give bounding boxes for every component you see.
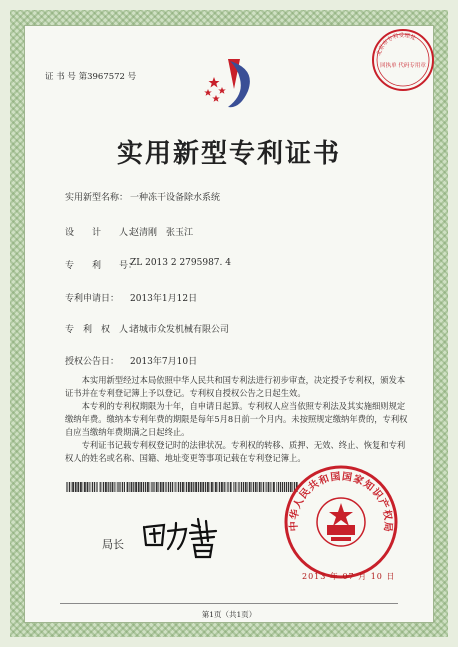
patent-office-logo-icon [200,55,260,115]
receipt-seal-icon [370,27,436,93]
page-footer: 第1页（共1页） [201,610,257,619]
field-value-designer: 赵清刚 张玉江 [130,228,194,238]
svg-text:中华人民共和国国家知识产权局 [287,469,395,533]
top-seal-subtext: 回执单 代码专用章 [380,63,426,69]
field-value-grant-date: 2013年7月10日 [130,357,198,367]
legal-paragraph: 本专利的专利权期限为十年，自申请日起算。专利权人应当依照专利法及其实施细则规定缴纳年费。缴纳本专利年费的期限是每年5月8日前一个月内。未按照规定缴纳年费的，专利权自应当缴纳年费期满之日起终止。 [65,401,408,437]
field-label-patent-number: 专 利 号： [65,261,138,271]
field-label-designer: 设 计 人： [65,228,138,238]
legal-paragraph: 本实用新型经过本局依照中华人民共和国专利法进行初步审查，决定授予专利权，颁发本证书并在专利登记簿上予以登记。专利权自授权公告之日起生效。 [65,375,406,398]
field-value-patent-number: ZL 2013 2 2795987. 4 [130,258,231,268]
director-signature-icon [140,515,220,560]
seal-text: 中华人民共和国国家知识产权局 [288,471,394,534]
field-value-name: 一种冻干设备除水系统 [130,193,221,203]
field-value-patentee: 诸城市众发机械有限公司 [130,325,230,335]
field-value-filing-date: 2013年1月12日 [130,294,198,304]
certificate-title: 实用新型专利证书 [116,139,341,169]
top-seal-text: 北京市专利受理处 [376,32,417,57]
field-label-grant-date: 授权公告日： [65,357,120,367]
barcode-icon [66,482,298,492]
svg-text:北京市专利受理处 [374,31,417,57]
legal-text [65,374,410,465]
field-label-patentee: 专 利 权 人： [65,325,138,335]
director-label: 局长 [102,538,124,551]
national-ip-office-seal-icon [282,463,400,581]
field-label-filing-date: 专利申请日： [65,294,120,304]
certificate-number: 证 书 号 第3967572 号 [45,72,137,82]
legal-paragraph: 专利证书记载专利权登记时的法律状况。专利权的转移、质押、无效、终止、恢复和专利权人的姓名或名称、国籍、地址变更等事项记载在专利登记簿上。 [65,440,406,463]
seal-date: 2013 年 07 月 10 日 [302,572,396,581]
footer-divider [60,603,398,604]
field-label-name: 实用新型名称： [65,193,129,203]
